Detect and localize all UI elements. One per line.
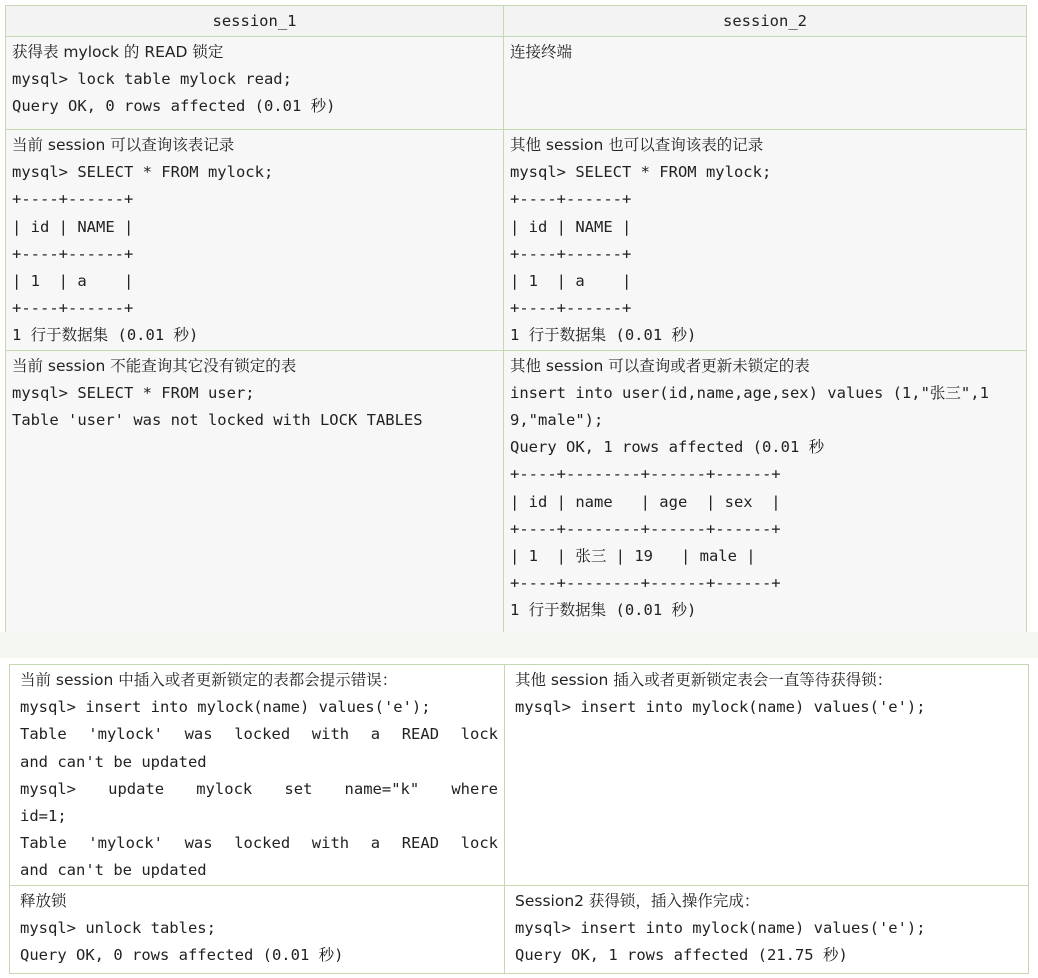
session-2-cell <box>504 350 1027 633</box>
sql-line: and can't be updated <box>20 861 207 880</box>
sql-line: Query OK, 1 rows affected (0.01 秒 <box>510 438 825 457</box>
sql-line: 1 行于数据集 (0.01 秒) <box>510 601 697 620</box>
sql-line: mysql> lock table mylock read; <box>12 70 292 89</box>
sql-line: 1 行于数据集 (0.01 秒) <box>12 326 199 345</box>
session-1-cell <box>10 885 505 973</box>
session-2-cell <box>504 130 1027 351</box>
header-session-2: session_2 <box>504 6 1027 37</box>
sql-line: +----+------+ <box>510 244 632 263</box>
header-row <box>6 6 1027 37</box>
step-caption: 当前 session 可以查询该表记录 <box>12 136 235 154</box>
sql-line: | 1 | a | <box>510 272 632 291</box>
table-row <box>6 350 1027 633</box>
step-caption: 释放锁 <box>20 891 67 910</box>
table-row <box>6 130 1027 351</box>
sql-line: Table 'user' was not locked with LOCK TABLES <box>12 411 423 430</box>
sql-line: +----+--------+------+------+ <box>510 465 781 484</box>
sql-line: +----+--------+------+------+ <box>510 519 781 538</box>
header-session-1: session_1 <box>6 6 504 37</box>
section-gap <box>0 632 1038 658</box>
sql-line: +----+--------+------+------+ <box>510 574 781 593</box>
sql-line: insert into user(id,name,age,sex) values (1,"张三",19,"male"); <box>510 383 989 430</box>
step-caption: Session2 获得锁，插入操作完成： <box>515 891 760 910</box>
step-caption: 当前 session 中插入或者更新锁定的表都会提示错误： <box>20 671 398 689</box>
sql-line: mysql> SELECT * FROM mylock; <box>12 163 274 182</box>
table-row <box>10 885 1029 973</box>
sql-line: +----+------+ <box>12 299 134 318</box>
sql-line: mysql> update mylock set name="k" where <box>20 779 498 798</box>
step-caption: 其他 session 也可以查询该表的记录 <box>510 136 764 154</box>
sql-line: mysql> insert into mylock(name) values('e'); <box>515 698 926 717</box>
sql-line: +----+------+ <box>12 244 134 263</box>
session-2-cell <box>504 37 1027 130</box>
sql-line: mysql> unlock tables; <box>20 918 216 937</box>
sql-line: 1 行于数据集 (0.01 秒) <box>510 326 697 345</box>
sql-line: | id | name | age | sex | <box>510 492 781 511</box>
step-caption: 连接终端 <box>510 43 573 61</box>
sql-line: | 1 | a | <box>12 272 134 291</box>
step-caption: 其他 session 插入或者更新锁定表会一直等待获得锁： <box>515 671 893 689</box>
sql-line: | id | NAME | <box>510 217 632 236</box>
sql-line: +----+------+ <box>510 299 632 318</box>
session-1-cell <box>6 130 504 351</box>
session-comparison-table-bottom <box>9 664 1029 974</box>
sql-line: Query OK, 1 rows affected (21.75 秒) <box>515 946 848 965</box>
session-2-cell <box>505 665 1029 886</box>
sql-line: +----+------+ <box>510 190 632 209</box>
table-row <box>6 37 1027 130</box>
step-caption: 其他 session 可以查询或者更新未锁定的表 <box>510 356 810 375</box>
sql-line: Table 'mylock' was locked with a READ lock <box>20 725 498 744</box>
sql-line: and can't be updated <box>20 752 207 771</box>
session-1-cell <box>10 665 505 886</box>
sql-line: | id | NAME | <box>12 217 134 236</box>
step-caption: 获得表 mylock 的 READ 锁定 <box>12 43 224 61</box>
sql-line: id=1; <box>20 807 67 826</box>
sql-line: mysql> insert into mylock(name) values('e'); <box>515 918 926 937</box>
session-2-cell <box>505 885 1029 973</box>
step-caption: 当前 session 不能查询其它没有锁定的表 <box>12 356 297 375</box>
session-1-cell <box>6 350 504 633</box>
session-1-cell <box>6 37 504 130</box>
sql-line: Query OK, 0 rows affected (0.01 秒) <box>20 946 344 965</box>
sql-line: Table 'mylock' was locked with a READ lock <box>20 834 498 853</box>
sql-line: mysql> insert into mylock(name) values('e'); <box>20 698 431 717</box>
sql-line: | 1 | 张三 | 19 | male | <box>510 547 756 566</box>
session-comparison-table-top <box>5 5 1027 634</box>
sql-line: mysql> SELECT * FROM user; <box>12 383 255 402</box>
sql-line: Query OK, 0 rows affected (0.01 秒) <box>12 97 336 116</box>
sql-line: mysql> SELECT * FROM mylock; <box>510 163 772 182</box>
sql-line: +----+------+ <box>12 190 134 209</box>
table-row <box>10 665 1029 886</box>
